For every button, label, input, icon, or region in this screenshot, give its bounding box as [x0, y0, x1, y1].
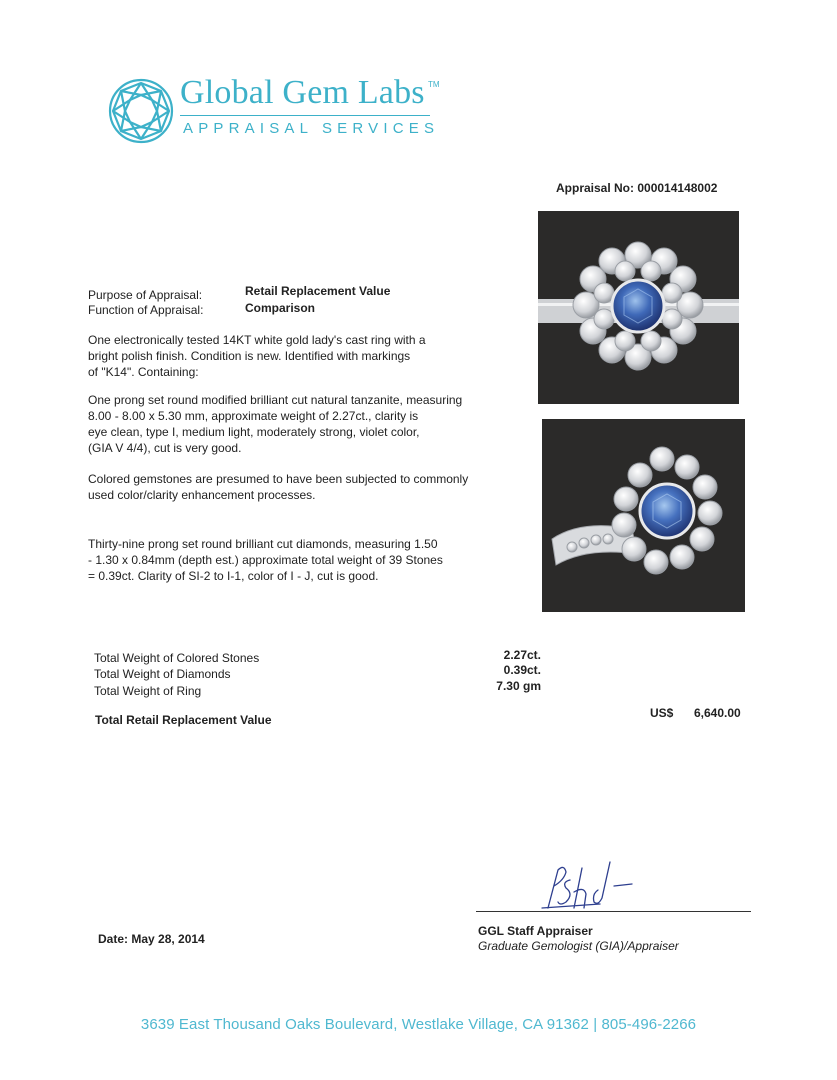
function-value: Comparison — [245, 301, 316, 315]
ring-weight-value: 7.30 gm — [496, 679, 541, 693]
ring-description — [88, 332, 426, 380]
ring-top-image — [538, 211, 739, 404]
text-line: eye clean, type I, medium light, moderately strong, violet color, — [88, 425, 420, 439]
trademark-mark: TM — [428, 80, 440, 89]
text-line: One electronically tested 14KT white gold lady's cast ring with a — [88, 333, 426, 347]
text-line: - 1.30 x 0.84mm (depth est.) approximate total weight of 39 Stones — [88, 553, 443, 567]
tanzanite-description — [88, 392, 462, 456]
diamonds-weight-value: 0.39ct. — [503, 663, 541, 677]
appraisal-number: Appraisal No: 000014148002 — [556, 181, 718, 195]
colored-stones-weight-label: Total Weight of Colored Stones — [94, 651, 260, 665]
appraisal-date: Date: May 28, 2014 — [98, 932, 205, 946]
signature-line — [476, 911, 751, 912]
text-line: used color/clarity enhancement processes. — [88, 488, 316, 502]
purpose-label: Purpose of Appraisal: — [88, 288, 203, 302]
text-line: bright polish finish. Condition is new. Identified with markings — [88, 349, 411, 363]
diamonds-weight-label: Total Weight of Diamonds — [94, 667, 231, 681]
brand-subtitle: APPRAISAL SERVICES — [183, 120, 440, 137]
ring-photo-angle — [542, 419, 745, 612]
purpose-value: Retail Replacement Value — [245, 284, 391, 298]
appraiser-title: GGL Staff Appraiser — [478, 924, 593, 938]
diamonds-description — [88, 536, 443, 584]
text-line: 8.00 - 8.00 x 5.30 mm, approximate weight of 2.27ct., clarity is — [88, 409, 419, 423]
text-line: Colored gemstones are presumed to have been subjected to commonly — [88, 472, 469, 486]
text-line: One prong set round modified brilliant cut natural tanzanite, measuring — [88, 393, 463, 407]
brand-name: Global Gem Labs — [180, 74, 425, 111]
colored-stones-weight-value: 2.27ct. — [503, 648, 541, 662]
text-line: of "K14". Containing: — [88, 365, 199, 379]
retail-value-amount: 6,640.00 — [694, 706, 741, 720]
gem-logo-icon — [108, 78, 174, 144]
ring-weight-label: Total Weight of Ring — [94, 684, 202, 698]
signature-image — [540, 858, 650, 916]
ring-angle-image — [542, 419, 745, 612]
colored-gemstones-note — [88, 471, 468, 503]
text-line: Thirty-nine prong set round brilliant cut diamonds, measuring 1.50 — [88, 537, 438, 551]
brand-divider — [180, 115, 430, 116]
text-line: = 0.39ct. Clarity of SI-2 to I-1, color of I - J, cut is good. — [88, 569, 379, 583]
ring-photo-top — [538, 211, 739, 404]
text-line: (GIA V 4/4), cut is very good. — [88, 441, 242, 455]
function-label: Function of Appraisal: — [88, 303, 204, 317]
retail-value-currency: US$ — [650, 706, 674, 720]
appraiser-credentials: Graduate Gemologist (GIA)/Appraiser — [478, 939, 679, 953]
retail-value-label: Total Retail Replacement Value — [95, 713, 272, 727]
footer-address: 3639 East Thousand Oaks Boulevard, Westlake Village, CA 91362 | 805-496-2266 — [140, 1016, 697, 1033]
